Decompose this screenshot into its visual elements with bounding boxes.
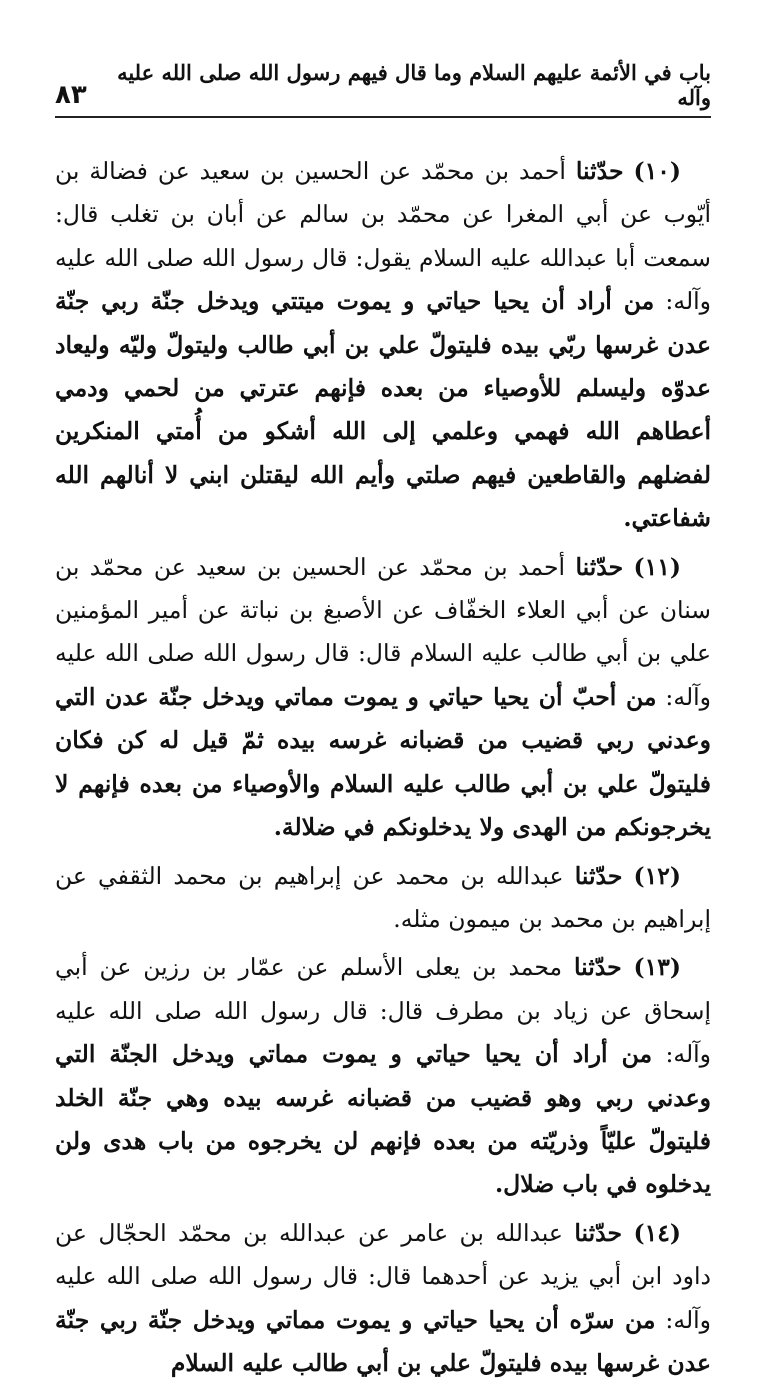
isnad-chain: عبدالله بن عامر عن عبدالله بن محمّد الحجّال عن داود ابن أبي يزيد عن أحدهما قال: قال رسول الله صلى الله عليه وآله:	[55, 1218, 711, 1334]
hadith-text: من أراد أن يحيا حياتي و يموت ميتتي ويدخل جنّة ربي جنّة عدن غرسها ربّي بيده فليتولّ علي بن أبي طالب وليتولّ وليّه وليعاد عدوّه وليسلم للأوصياء من بعده فإنهم عترتي من لحمي ودمي أعطاهم الله فهمي وعلمي إلى الله أشكو من أُمتي المنكرين لفضلهم والقاطعين فيهم صلتي وأيم الله ليقتلن ابني لا أنالهم الله شفاعتي.	[55, 287, 711, 533]
hadith-paragraph-12	[55, 855, 711, 942]
narration-lead: حدّثنا	[575, 552, 624, 581]
narration-lead: حدّثنا	[574, 1218, 623, 1247]
page-number: ٨٣	[55, 80, 87, 110]
hadith-text: من أراد أن يحيا حياتي و يموت مماتي ويدخل الجنّة التي وعدني ربي وهو قضيب من قضبانه غرسه بيده وهي جنّة الخلد فليتولّ عليّاً وذريّته من بعده فإنهم لن يخرجوه من باب هدى ولن يدخلوه في باب ضلال.	[55, 1040, 711, 1199]
isnad-chain: أحمد بن محمّد عن الحسين بن سعيد عن محمّد بن سنان عن أبي العلاء الخفّاف عن الأصبغ بن نباتة عن أمير المؤمنين علي بن أبي طالب عليه السلام قال: قال رسول الله صلى الله عليه وآله:	[55, 552, 711, 711]
narration-lead: حدّثنا	[573, 953, 622, 982]
hadith-paragraph-14	[55, 1212, 711, 1385]
narration-lead: حدّثنا	[574, 861, 623, 890]
hadith-text: من أحبّ أن يحيا حياتي و يموت مماتي ويدخل جنّة عدن التي وعدني ربي قضيب من قضبانه غرسه بيده ثمّ قيل له كن فكان فليتولّ علي بن أبي طالب عليه السلام والأوصياء من بعده فإنهم لا يخرجونكم من الهدى ولا يدخلونكم في ضلالة.	[55, 682, 711, 842]
hadith-paragraph-10	[55, 150, 711, 541]
narration-lead: حدّثنا	[575, 157, 624, 185]
hadith-number: (١١)	[633, 552, 681, 581]
page-body	[55, 150, 711, 1385]
chapter-title: باب في الأئمة عليهم السلام وما قال فيهم رسول الله صلى الله عليه وآله	[117, 60, 711, 110]
isnad-chain: محمد بن يعلى الأسلم عن عمّار بن رزين عن أبي إسحاق عن زياد بن مطرف قال: قال رسول الله صلى الله عليه وآله:	[55, 953, 711, 1069]
hadith-text: من سرّه أن يحيا حياتي و يموت مماتي ويدخل جنّة ربي جنّة عدن غرسها بيده فليتولّ علي بن أبي طالب عليه السلام	[55, 1305, 711, 1377]
hadith-number: (١٤)	[633, 1218, 681, 1247]
hadith-paragraph-13	[55, 946, 711, 1206]
running-header	[55, 60, 711, 118]
hadith-paragraph-11	[55, 546, 711, 850]
isnad-chain: عبدالله بن محمد عن إبراهيم بن محمد الثقفي عن إبراهيم بن محمد بن ميمون مثله.	[55, 861, 711, 933]
hadith-number: (١٠)	[633, 157, 681, 185]
isnad-chain: أحمد بن محمّد عن الحسين بن سعيد عن فضالة بن أيّوب عن أبي المغرا عن محمّد بن سالم عن أبان بن تغلب قال: سمعت أبا عبدالله عليه السلام يقول: قال رسول الله صلى الله عليه وآله:	[55, 157, 711, 316]
hadith-number: (١٢)	[633, 861, 681, 890]
hadith-number: (١٣)	[633, 953, 681, 982]
